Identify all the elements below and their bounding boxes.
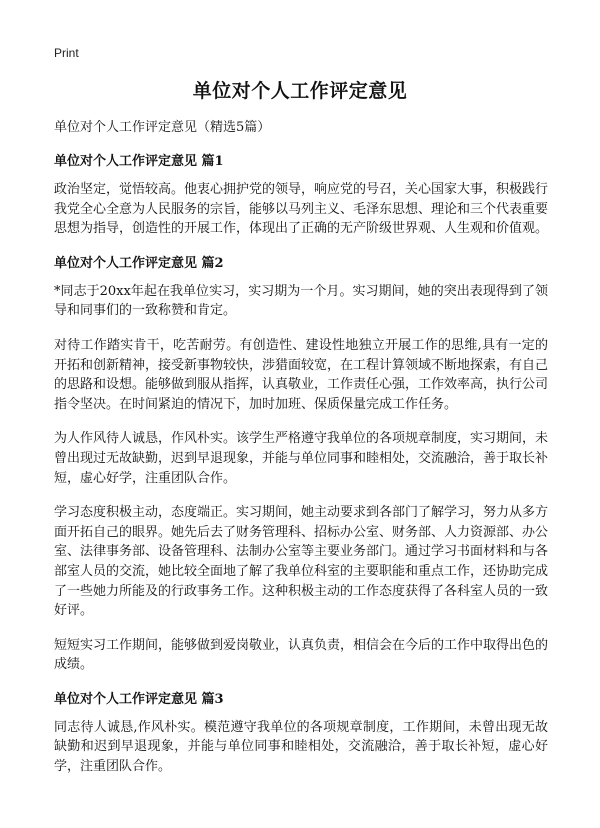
print-link[interactable]: Print	[54, 46, 79, 60]
document-title: 单位对个人工作评定意见	[192, 80, 408, 102]
paragraph: 对待工作踏实肯干，吃苦耐劳。有创造性、建设性地独立开展工作的思维,具有一定的开拓和创新精神，接受新事物较快，涉猎面较宽，在工程计算领域不断地探索，有自己的思路和设想。能够做到服从指挥，认真敬业，工作责任心强，工作效率高，执行公司指令坚决。在时间紧迫的情况下，加时加班、保质保量完成工作任务。	[54, 337, 549, 412]
paragraph: 学习态度积极主动，态度端正。实习期间，她主动要求到各部门了解学习，努力从多方面开拓自己的眼界。她先后去了财务管理科、招标办公室、财务部、人力资源部、办公室、法律事务部、设备管理科、法制办公室等主要业务部门。通过学习书面材料和与各部室人员的交流，她比较全面地了解了我单位科室的主要职能和重点工作，还协助完成了一些她力所能及的行政事务工作。这种积极主动的工作态度获得了各科室人员的一致好评。	[54, 505, 549, 619]
paragraph: 短短实习工作期间，能够做到爱岗敬业，认真负责，相信会在今后的工作中取得出色的成绩。	[54, 637, 549, 673]
section-heading: 单位对个人工作评定意见 篇1	[54, 154, 224, 169]
paragraph: 为人作风待人诚恳，作风朴实。该学生严格遵守我单位的各项规章制度，实习期间，未曾出现过无故缺勤，迟到早退现象，并能与单位同事和睦相处，交流融洽，善于取长补短，虚心好学，注重团队合作。	[54, 431, 549, 486]
paragraph: 政治坚定，觉悟较高。他衷心拥护党的领导，响应党的号召，关心国家大事，积极践行我党全心全意为人民服务的宗旨，能够以马列主义、毛泽东思想、理论和三个代表重要思想为指导，创造性的开展工作，体现出了正确的无产阶级世界观、人生观和价值观。	[54, 182, 549, 237]
section-heading: 单位对个人工作评定意见 篇2	[54, 255, 224, 271]
document-body	[54, 118, 548, 792]
section-2	[54, 254, 548, 675]
section-heading: 单位对个人工作评定意见 篇3	[54, 691, 224, 707]
paragraph: *同志于20xx年起在我单位实习，实习期为一个月。实习期间，她的突出表现得到了领导和同事们的一致称赞和肯定。	[54, 283, 548, 319]
section-1	[54, 152, 548, 239]
section-3	[54, 690, 548, 777]
paragraph: 同志待人诚恳,作风朴实。模范遵守我单位的各项规章制度，工作期间，未曾出现无故缺勤和迟到早退现象，并能与单位同事和睦相处，交流融洽，善于取长补短，虚心好学，注重团队合作。	[54, 719, 548, 775]
document-subtitle: 单位对个人工作评定意见（精选5篇）	[54, 120, 271, 135]
